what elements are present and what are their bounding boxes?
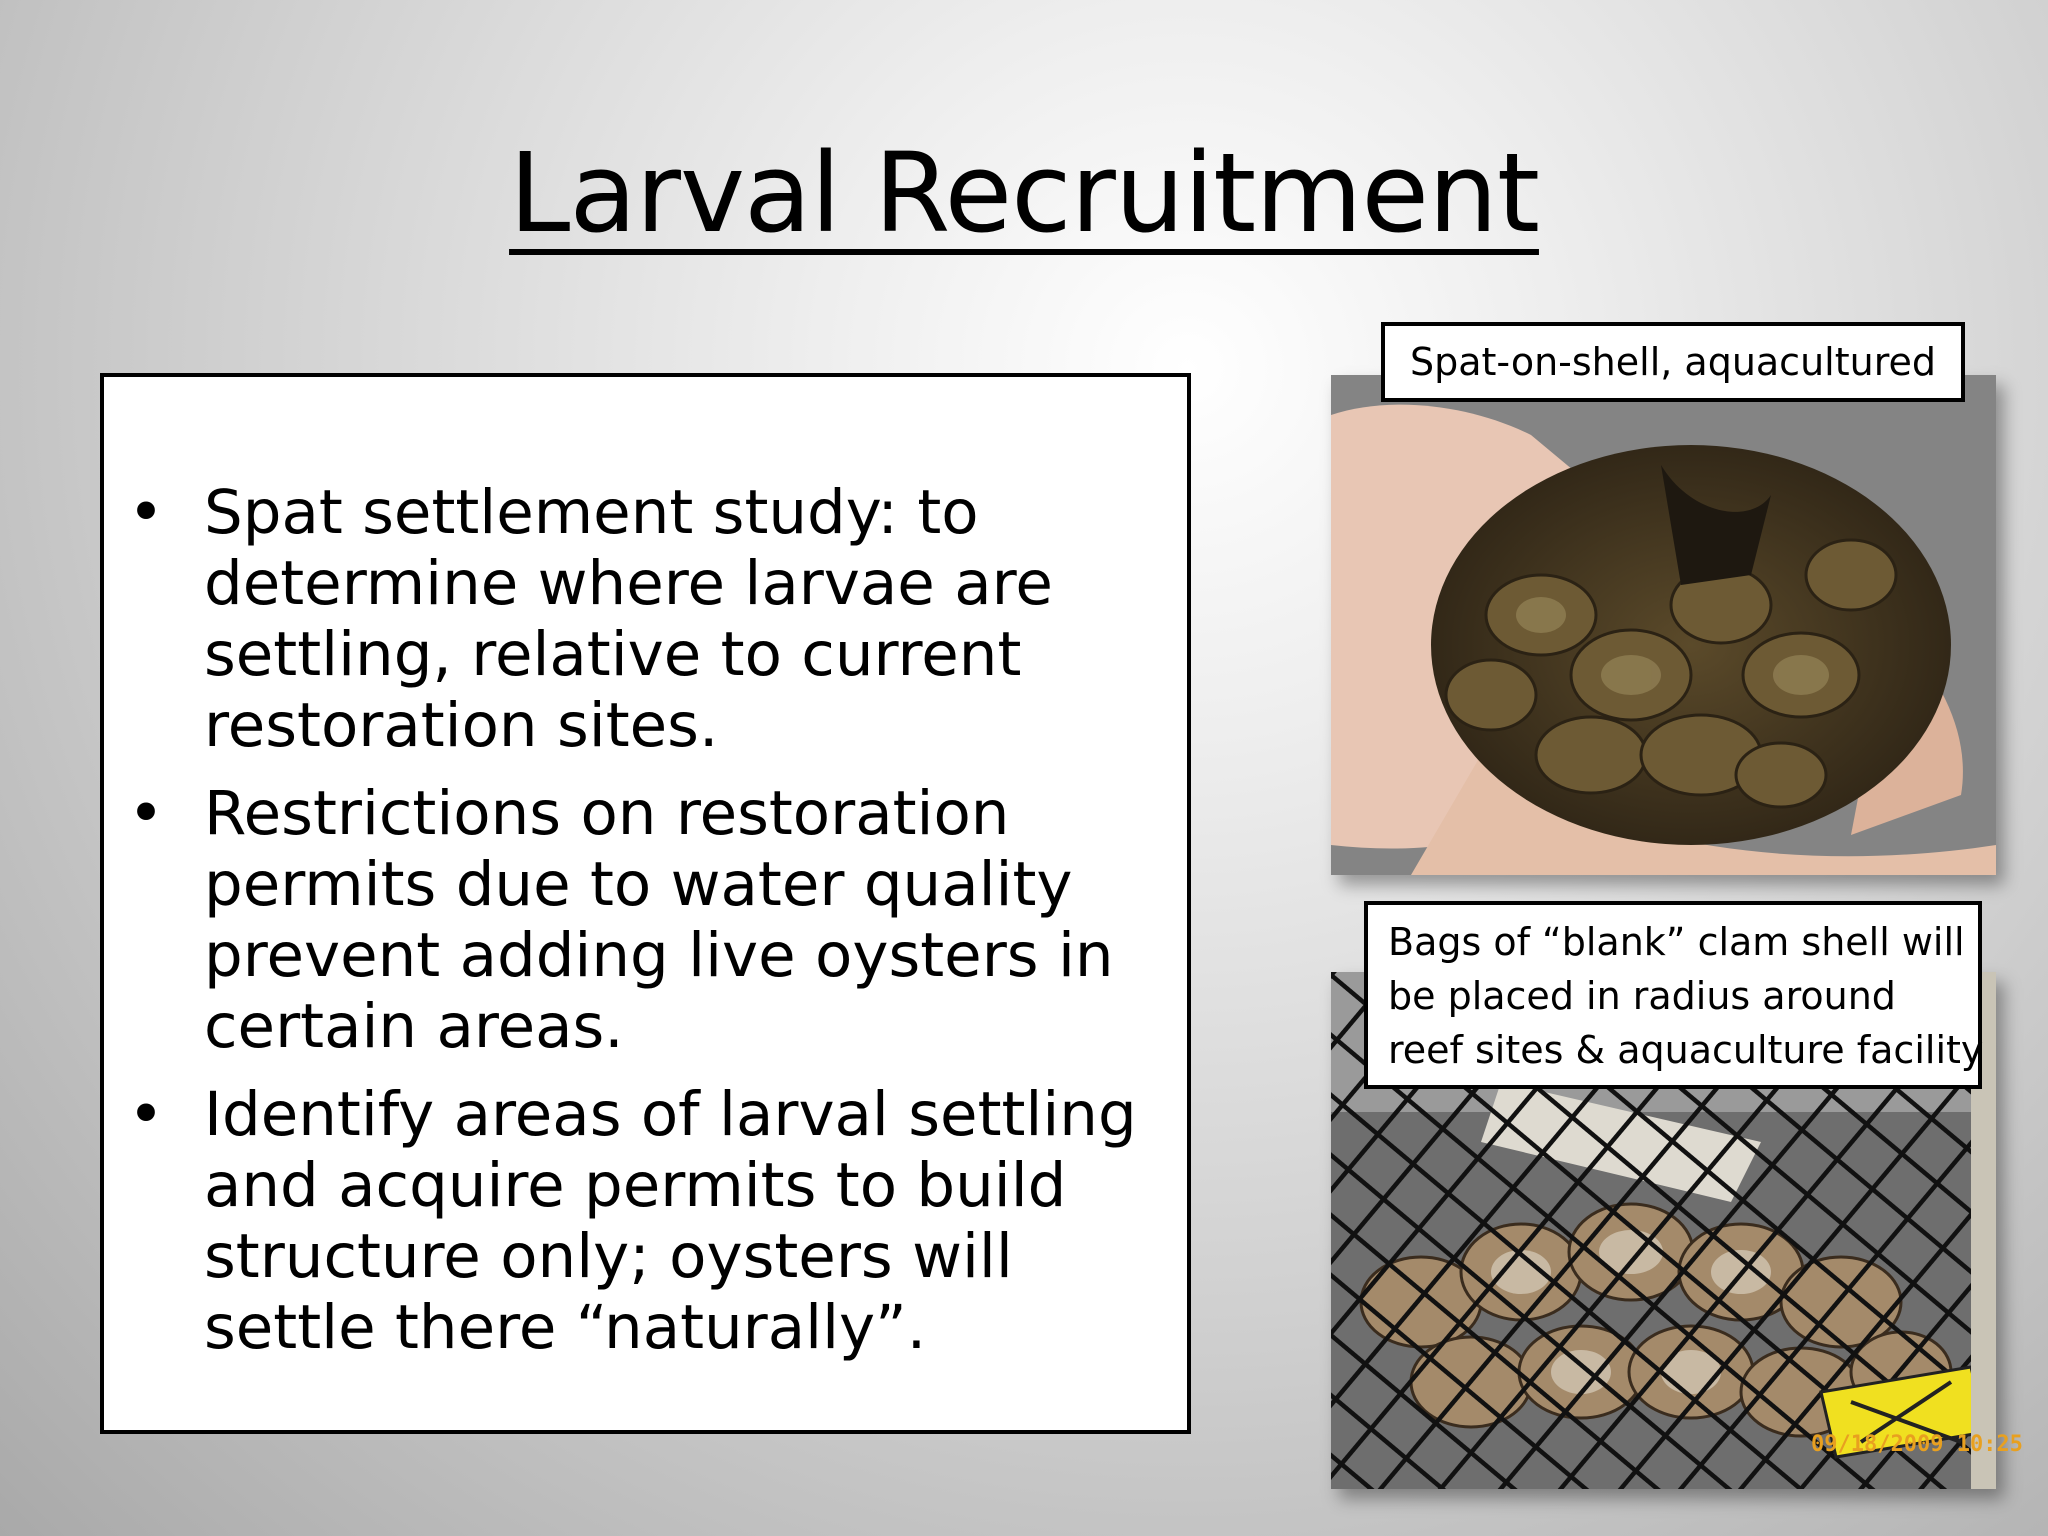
slide-title-text: Larval Recruitment bbox=[509, 129, 1539, 257]
bullet-line: Restrictions on restoration bbox=[204, 778, 1010, 849]
bullet-item-restrictions bbox=[104, 778, 1187, 1062]
bullet-line: settle there “naturally”. bbox=[204, 1292, 927, 1363]
spat-on-shell-illustration bbox=[1331, 375, 1996, 875]
bullet-dot: • bbox=[128, 477, 164, 548]
slide-title bbox=[0, 128, 2048, 258]
bullet-line: structure only; oysters will bbox=[204, 1221, 1013, 1292]
photo-datestamp: 09/18/2009 10:25 bbox=[1811, 1432, 2023, 1457]
caption-line: be placed in radius around bbox=[1388, 974, 1896, 1018]
bullet-line: and acquire permits to build bbox=[204, 1150, 1067, 1221]
bullet-line: Identify areas of larval settling bbox=[204, 1079, 1137, 1150]
bullet-line: Spat settlement study: to bbox=[204, 477, 979, 548]
bullet-dot: • bbox=[128, 1079, 164, 1150]
bullet-line: restoration sites. bbox=[204, 690, 719, 761]
bullet-line: settling, relative to current bbox=[204, 619, 1022, 690]
spat-on-shell-caption: Spat-on-shell, aquacultured bbox=[1381, 322, 1965, 402]
bullet-line: permits due to water quality bbox=[204, 849, 1073, 920]
bullet-line: determine where larvae are bbox=[204, 548, 1053, 619]
bullet-line: certain areas. bbox=[204, 991, 624, 1062]
clam-shell-bag-caption bbox=[1364, 901, 1982, 1089]
spat-on-shell-photo bbox=[1331, 375, 1996, 875]
bullet-item-spat-settlement bbox=[104, 477, 1187, 761]
caption-line: reef sites & aquaculture facility bbox=[1388, 1028, 1984, 1072]
bullet-list bbox=[104, 477, 1187, 1380]
bullet-line: prevent adding live oysters in bbox=[204, 920, 1114, 991]
caption-line: Bags of “blank” clam shell will bbox=[1388, 920, 1965, 964]
bullet-text-box bbox=[100, 373, 1191, 1434]
bullet-item-identify-areas bbox=[104, 1079, 1187, 1363]
bullet-dot: • bbox=[128, 778, 164, 849]
